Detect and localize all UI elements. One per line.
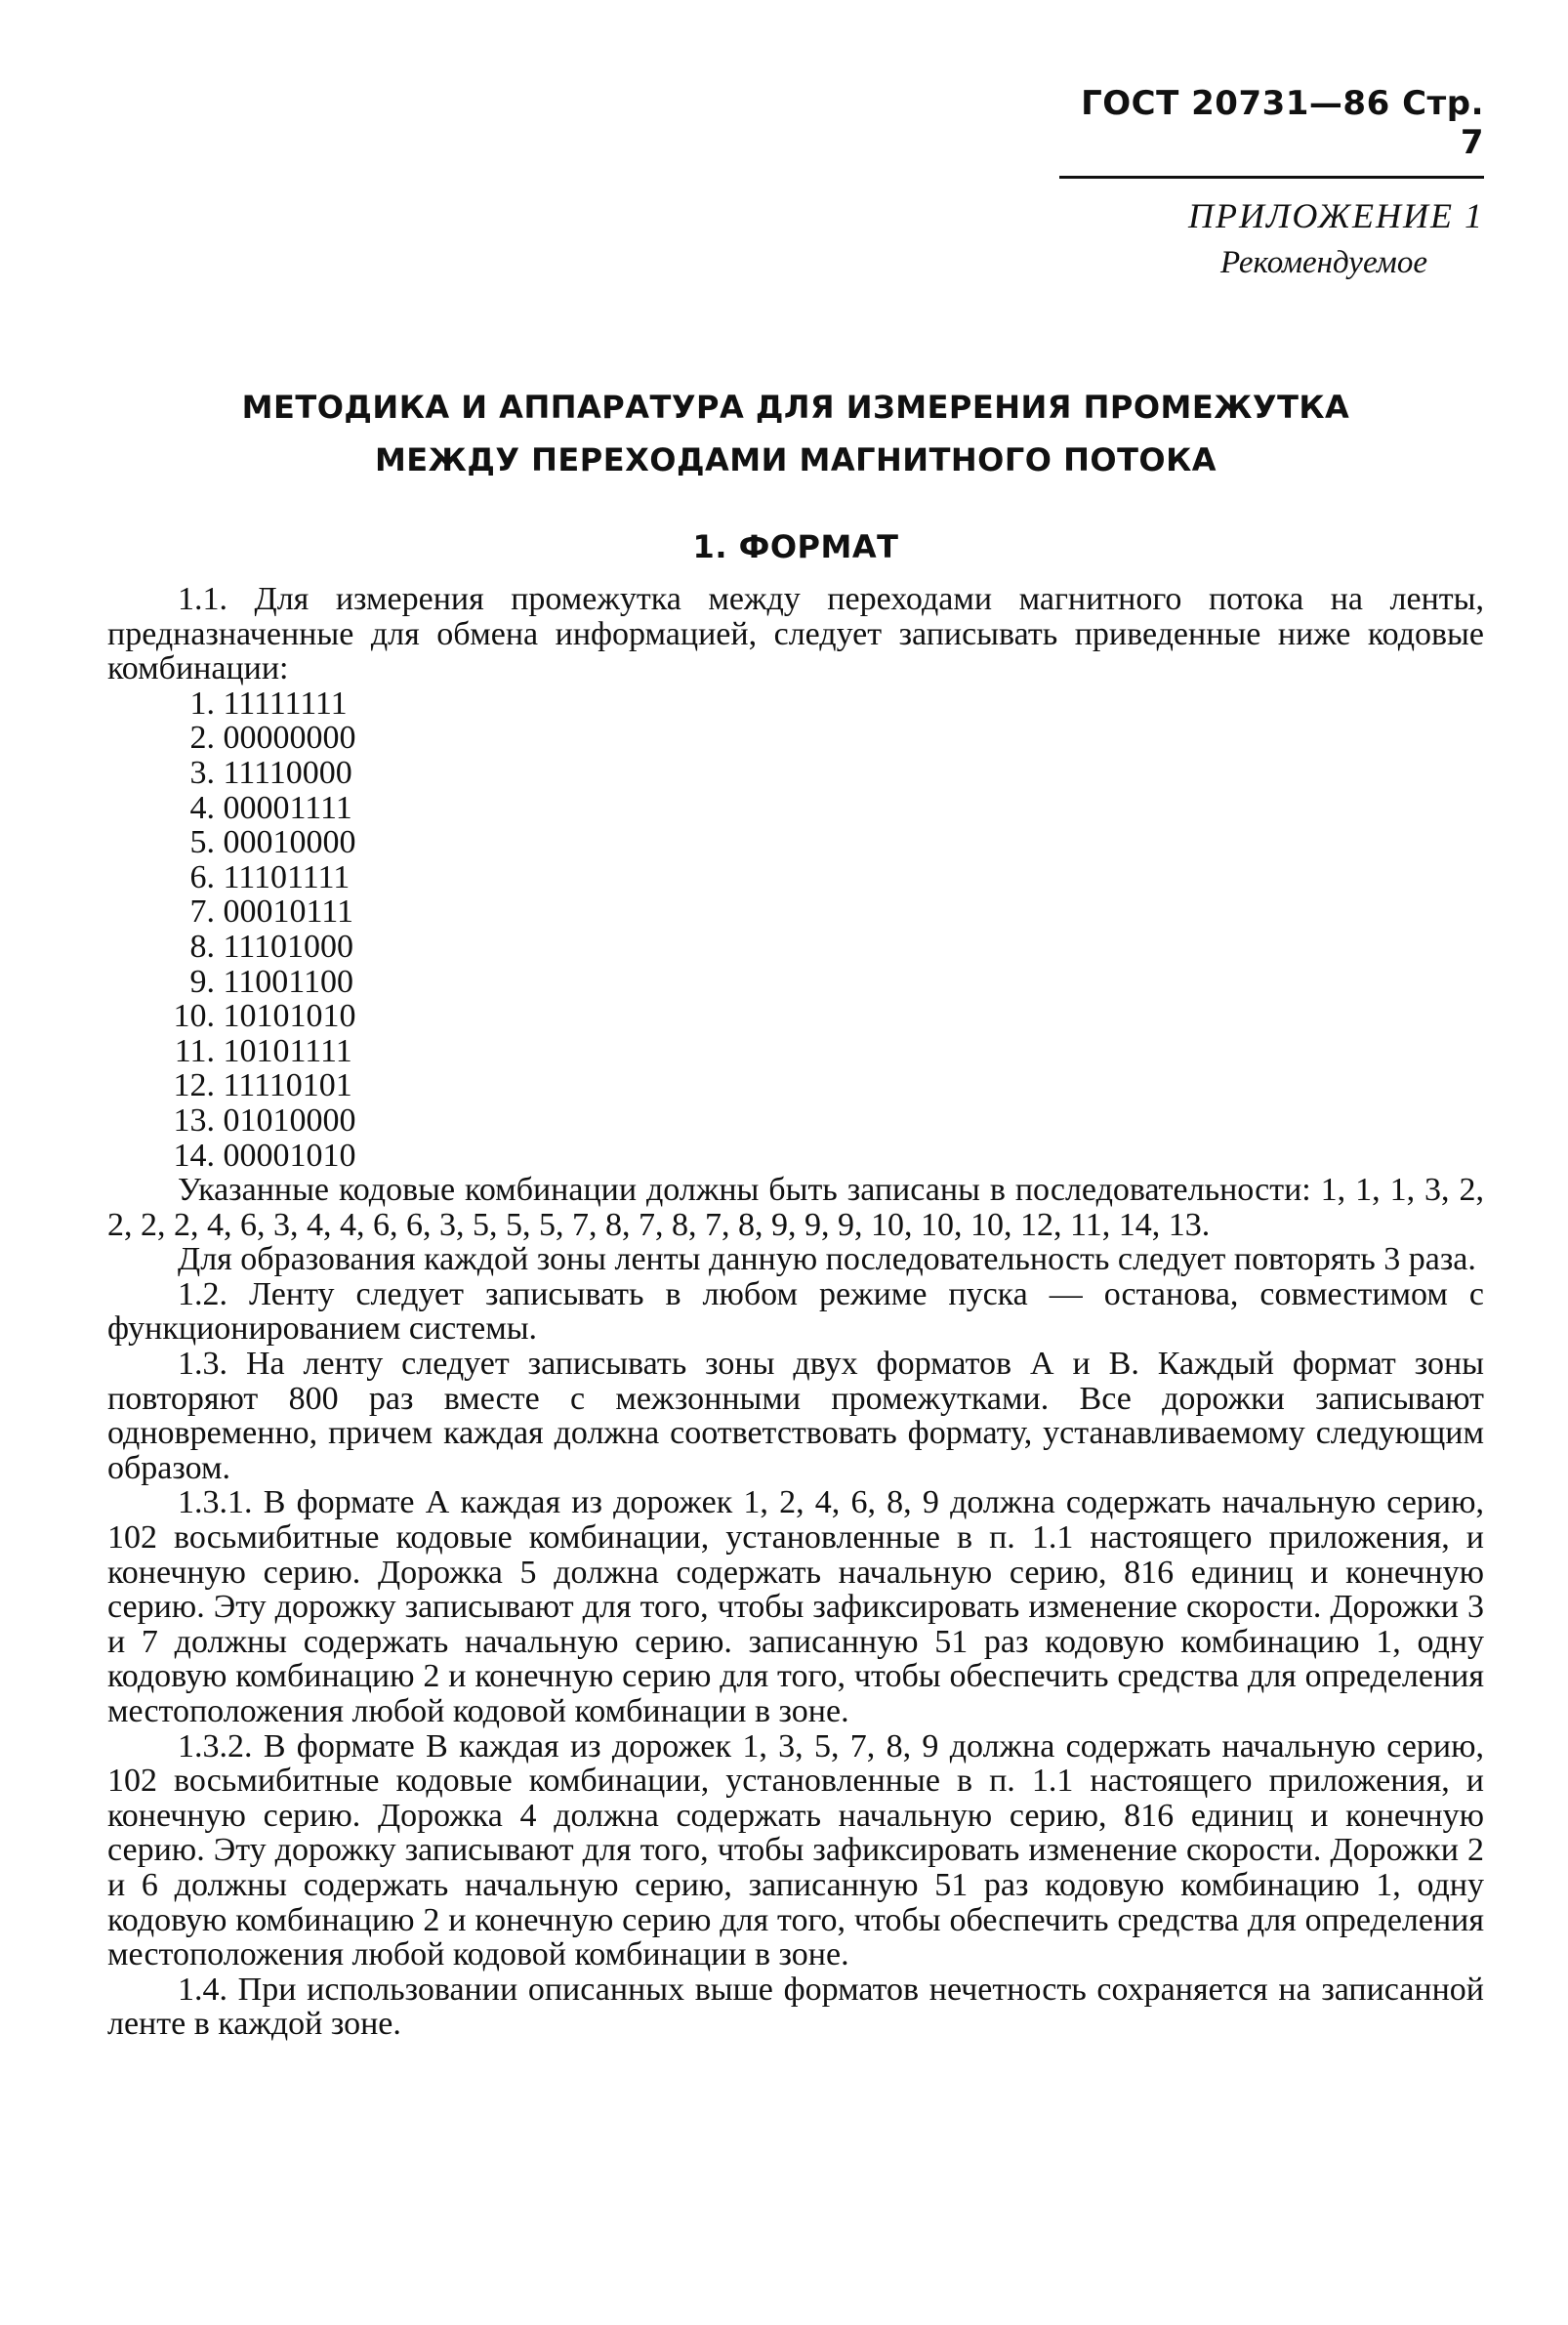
code-combination-item xyxy=(107,1139,1484,1174)
paragraph-1-1: 1.1. Для измерения промежутка между переходами магнитного потока на ленты, предназначенные для обмена информацией, следует записывать приведенные ниже кодовые комбинации: xyxy=(107,581,1484,687)
code-combination-item xyxy=(107,965,1484,1000)
appendix-status: Рекомендуемое xyxy=(1219,245,1427,280)
code-combination-number: 1. xyxy=(189,685,215,722)
code-combination-item xyxy=(107,756,1484,791)
paragraph-1-3-1: 1.3.1. В формате А каждая из дорожек 1, 2, 4, 6, 8, 9 должна содержать начальную серию, 102 восьмибитные кодовые комбинации, установленные в п. 1.1 настоящего приложения, и конечную серию. Дорожка 5 должна содержать начальную серию, 816 единиц и конечную серию. Эту дорожку записывают для того, чтобы зафиксировать изменение скорости. Дорожки 3 и 7 должны содержать начальную серию. записанную 51 раз кодовую комбинацию 1, одну кодовую комбинацию 2 и конечную серию для того, чтобы обеспечить средства для определения местоположения любой кодовой комбинации в зоне. xyxy=(107,1484,1484,1729)
code-combination-number: 5. xyxy=(189,824,215,861)
code-combination-value: 11101000 xyxy=(223,928,353,965)
document-title xyxy=(107,381,1484,486)
code-combination-number: 10. xyxy=(173,998,215,1035)
paragraph-repeat: Для образования каждой зоны ленты данную последовательность следует повторять 3 раза. xyxy=(178,1241,1476,1278)
code-combination-item xyxy=(107,894,1484,930)
code-combination-number: 11. xyxy=(174,1032,215,1069)
document-title-line-2: МЕЖДУ ПЕРЕХОДАМИ МАГНИТНОГО ПОТОКА xyxy=(374,441,1217,478)
code-combination-value: 10101111 xyxy=(223,1032,352,1069)
section-heading: 1. ФОРМАТ xyxy=(692,528,899,565)
code-combination-number: 14. xyxy=(173,1137,215,1174)
code-combination-number: 4. xyxy=(189,789,215,826)
appendix-label xyxy=(1113,191,1484,285)
code-combination-number: 13. xyxy=(173,1101,215,1139)
code-combination-value: 10101010 xyxy=(223,998,356,1035)
paragraph-1-3: 1.3. На ленту следует записывать зоны двух форматов А и В. Каждый формат зоны повторяют 800 раз вместе с межзонными промежутками. Все дорожки записывают одновременно, причем каждая должна соответствовать формату, устанавливаемому следующим образом. xyxy=(107,1346,1484,1486)
code-combination-number: 12. xyxy=(173,1067,215,1104)
code-combination-number: 9. xyxy=(189,963,215,1000)
paragraph-1-2: 1.2. Ленту следует записывать в любом режиме пуска — останова, совместимом с функционированием системы. xyxy=(107,1275,1484,1348)
code-combination-value: 11001100 xyxy=(223,963,353,1000)
code-combination-value: 01010000 xyxy=(223,1101,356,1139)
code-combination-value: 00001010 xyxy=(223,1137,356,1174)
code-combination-value: 00000000 xyxy=(223,720,356,757)
code-combination-number: 6. xyxy=(189,858,215,895)
code-combination-number: 2. xyxy=(189,720,215,757)
code-combination-list xyxy=(107,686,1484,1173)
paragraph-sequence: Указанные кодовые комбинации должны быть записаны в последовательности: 1, 1, 1, 3, 2, 2, 2, 2, 4, 6, 3, 4, 4, 6, 6, 3, 5, 5, 5, 7, 8, 7, 8, 7, 8, 9, 9, 9, 10, 10, 10, 12, 11, 14, 13. xyxy=(107,1172,1484,1243)
code-combination-item xyxy=(107,1103,1484,1139)
code-combination-number: 7. xyxy=(189,893,215,931)
code-combination-item xyxy=(107,1068,1484,1103)
code-combination-number: 3. xyxy=(189,754,215,791)
code-combination-value: 11111111 xyxy=(223,685,348,722)
code-combination-item xyxy=(107,999,1484,1034)
code-combination-value: 00001111 xyxy=(223,789,352,826)
code-combination-item xyxy=(107,721,1484,756)
running-header: ГОСТ 20731—86 Стр. 7 xyxy=(1059,84,1484,179)
paragraph-1-4: 1.4. При использовании описанных выше форматов нечетность сохраняется на записанной ленте в каждой зоне. xyxy=(107,1971,1484,2043)
code-combination-value: 11110000 xyxy=(223,754,352,791)
code-combination-item xyxy=(107,930,1484,965)
document-title-line-1: МЕТОДИКА И АППАРАТУРА ДЛЯ ИЗМЕРЕНИЯ ПРОМЕЖУТКА xyxy=(241,389,1350,426)
code-combination-item xyxy=(107,1034,1484,1069)
code-combination-value: 00010111 xyxy=(223,893,353,931)
body-text xyxy=(107,582,1484,2042)
code-combination-item xyxy=(107,686,1484,722)
paragraph-1-3-2: 1.3.2. В формате В каждая из дорожек 1, 3, 5, 7, 8, 9 должна содержать начальную серию, 102 восьмибитные кодовые комбинации, установленные в п. 1.1 настоящего приложения, и конечную серию. Дорожка 4 должна содержать начальную серию, 816 единиц и конечную серию. Эту дорожку записывают для того, чтобы зафиксировать изменение скорости. Дорожки 2 и 6 должны содержать начальную серию, записанную 51 раз кодовую комбинацию 1, одну кодовую комбинацию 2 и конечную серию для того, чтобы обеспечить средства для определения местоположения любой кодовой комбинации в зоне. xyxy=(107,1727,1484,1973)
code-combination-item xyxy=(107,860,1484,895)
code-combination-item xyxy=(107,791,1484,826)
code-combination-item xyxy=(107,825,1484,860)
code-combination-value: 00010000 xyxy=(223,824,356,861)
code-combination-value: 11110101 xyxy=(223,1067,352,1104)
code-combination-value: 11101111 xyxy=(223,858,351,895)
code-combination-number: 8. xyxy=(189,928,215,965)
appendix-title: ПРИЛОЖЕНИЕ 1 xyxy=(1188,196,1484,235)
